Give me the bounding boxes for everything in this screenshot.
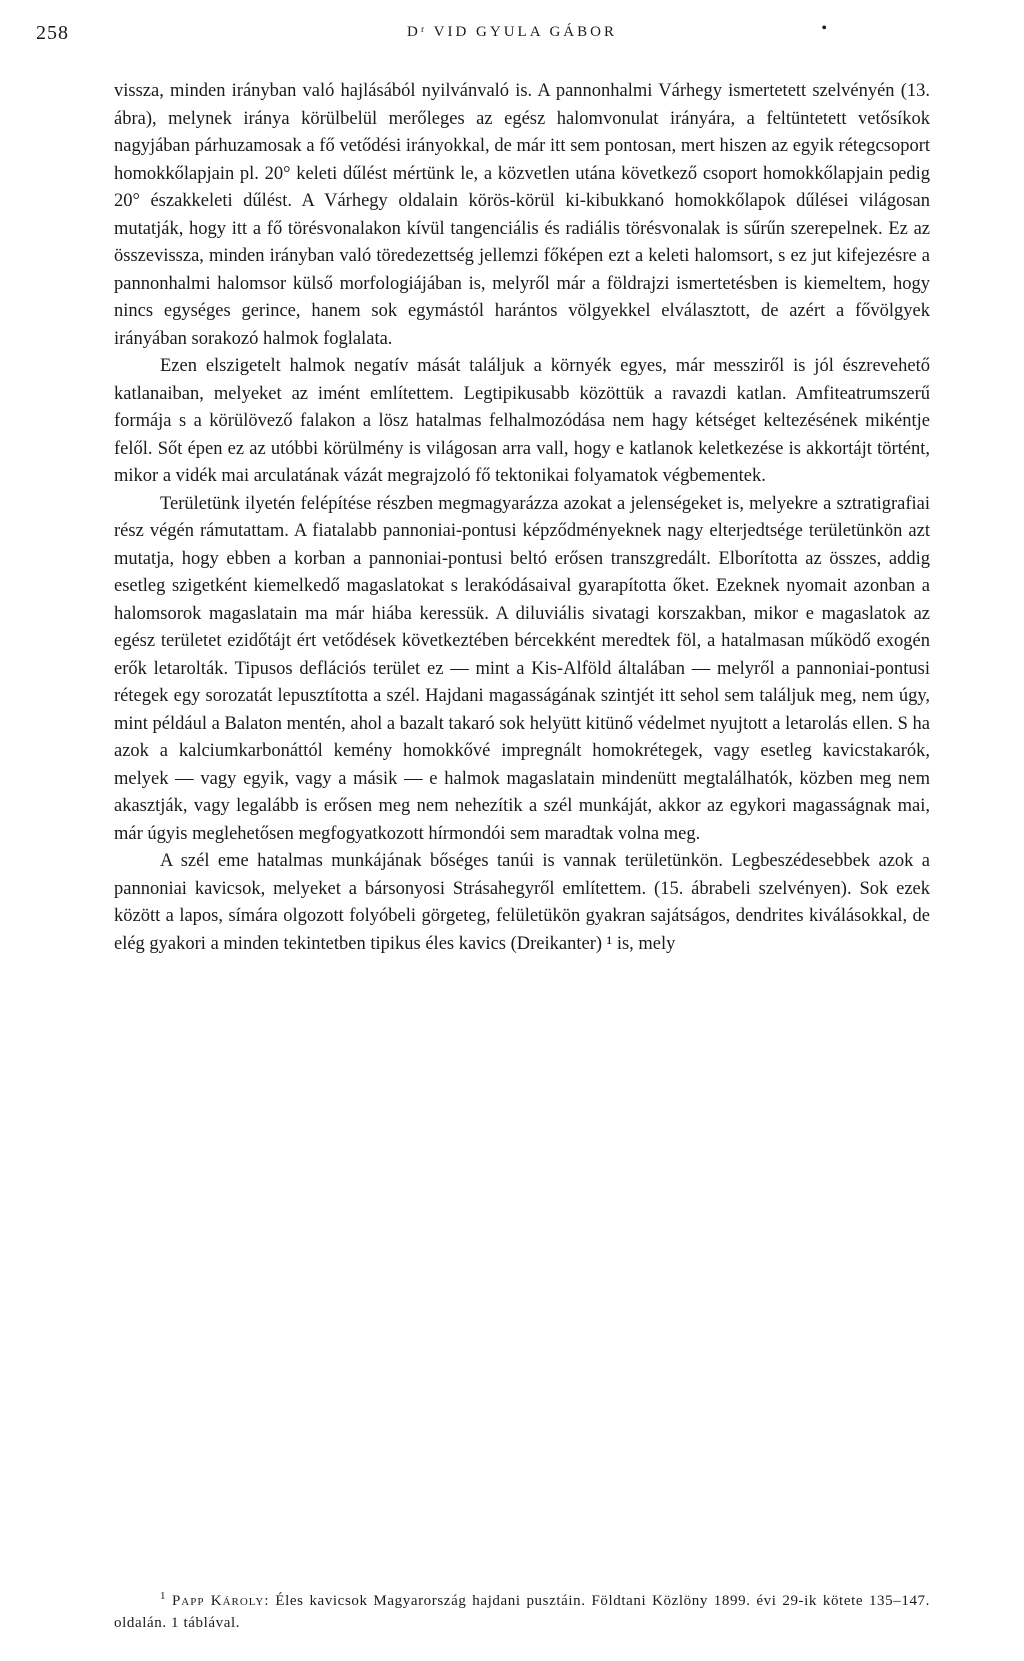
header-dot-mark: • — [821, 20, 828, 37]
paragraph-2: Ezen elszigetelt halmok negatív mását találjuk a környék egyes, már messziről is jól észrevehető katlanaiban, melyeket az imént említettem. Legtipikusabb közöttük a ravazdi katlan. Amfiteatrumszerű formája s a körülövező falakon a lösz hatalmas felhalmozódása nem hagy kétséget keltezésének mikéntje felől. Sőt épen ez az utóbbi körülmény is világosan arra vall, hogy e katlanok keletkezése is akkortájt történt, mikor a vidék mai arculatának vázát megrajzoló fő tektonikai folyamatok végbementek. — [114, 356, 930, 486]
page-number: 258 — [36, 22, 69, 44]
footnote-1 — [114, 1590, 930, 1634]
paragraph-1: vissza, minden irányban való hajlásából nyilvánvaló is. A pannonhalmi Várhegy ismertetett szelvényén (13. ábra), melynek iránya körülbelül merőleges az egész halomvonulat irányára, a feltüntetett vetősíkok nagyjában párhuzamosak a fő vetődési irányokkal, de már itt sem pontosan, mert hiszen az egyik rétegcsoport homokkőlapjain pl. 20° keleti dűlést mértünk le, a közvetlen utána következő csoport homokkőlapjain pedig 20° északkeleti dűlést. A Várhegy oldalain körös-körül ki-kibukkanó homokkőlapok dűlései világosan mutatják, hogy itt a fő törésvonalakon kívül tangenciális és radiális törésvonalak is sűrűn szerepelnek. Ez az összevissza, minden irányban való töredezettség jellemzi főképen ezt a keleti halomsort, s ez jut kifejezésre a pannonhalmi halomsor külső morfologiájában is, melyről már a földrajzi ismertetésben is kiemeltem, hogy nincs egységes gerince, hanem sok egymástól harántos völgyekkel elválasztott, de azért a fővölgyek irányában sorakozó halmok foglalata. — [114, 81, 930, 349]
footnotes — [114, 1590, 930, 1634]
footnote-text: Éles kavicsok Magyarország hajdani pusztáin. Földtani Közlöny 1899. évi 29-ik kötete 135–147. oldalán. 1 táblával. — [114, 1593, 931, 1631]
footnote-mark: 1 — [160, 1590, 167, 1602]
footnote-author: Papp Károly: — [171, 1593, 270, 1609]
body-text — [114, 78, 930, 958]
paragraph-4: A szél eme hatalmas munkájának bőséges tanúi is vannak területünkön. Legbeszédesebbek azok a pannoniai kavicsok, melyeket a bársonyosi Strásahegyről említettem. (15. ábrabeli szelvényen). Sok ezek között a lapos, símára olgozott folyóbeli görgeteg, felületükön gyakran sajátságos, dendrites kiválásokkal, de elég gyakori a minden tekintetben tipikus éles kavics (Dreikanter) ¹ is, mely — [114, 851, 930, 954]
running-head — [36, 22, 988, 46]
paragraph-3: Területünk ilyetén felépítése részben megmagyarázza azokat a jelenségeket is, melyekre a sztratigrafiai rész végén rámutattam. A fiatalabb pannoniai-pontusi képződményeknek nagy elterjedtsége területünkön azt mutatja, hogy ebben a korban a pannoniai-pontusi beltó erősen transzgredált. Elborította az összes, addig esetleg szigetként kiemelkedő magaslatokat s lerakódásaival gyarapította őket. Ezeknek nyomait azonban a halomsorok magaslatain ma már hiába keressük. A diluviális sivatagi korszakban, mikor e magaslatok az egész területet ezidőtájt ért vetődések következtében bércekként meredtek föl, a hatalmasan működő exogén erők letarolták. Tipusos deflációs terület ez — mint a Kis-Alföld általában — melyről a pannoniai-pontusi rétegek egy sorozatát lepusztította a szél. Hajdani magasságának szintjét itt sehol sem találjuk meg, nem úgy, mint például a Balaton mentén, ahol a bazalt takaró sok helyütt kitünő védelmet nyujtott a letarolás ellen. S ha azok a kalciumkarbonáttól kemény homokkővé impregnált homokrétegek, vagy esetleg kavicstakarók, melyek — vagy egyik, vagy a másik — e halmok magaslatain mindenütt megtalálhatók, közben meg nem akasztják, vagy legalább is erősen meg nem nehezítik a szél munkáját, akkor az egykori magasságnak mai, már úgyis meglehetősen megfogyatkozott hírmondói sem maradtak volna meg. — [114, 493, 930, 844]
running-title: Dʳ VID GYULA GÁBOR — [407, 24, 617, 40]
